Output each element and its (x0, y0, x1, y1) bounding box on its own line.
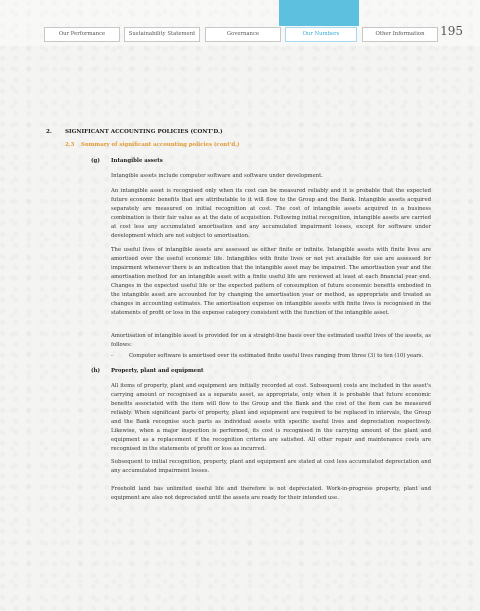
intangible-paragraph-2: An intangible asset is recognised only when its cost can be measured reliably and it is probable that the expected future economic benefits that are attributable to it will flow to the Group and the Bank. Intangible assets acquired separately are measured on initial recognition at cost. The cost of intangible assets acquired in a business combination is their fair value as at the date of acquisition. Following initial recognition, intangible assets are carried at cost less any accumulated amortisation and any accumulated impairment losses, except for software under development which are not subject to amortisation. (111, 188, 431, 239)
item-g-label: (g) (91, 158, 100, 164)
intangible-paragraph-4: Amortisation of intangible asset is provided for on a straight-line basis over the estimated useful lives of the assets, as follows: (111, 333, 431, 348)
item-h-title: Property, plant and equipment (111, 368, 204, 374)
item-g-title: Intangible assets (111, 158, 163, 164)
ppe-paragraph-3: Freehold land has unlimited useful life and therefore is not depreciated. Work-in-progress property, plant and equipment are also not depreciated until the assets are ready for their intended use. (111, 486, 431, 501)
ppe-paragraph-1: All items of property, plant and equipment are initially recorded at cost. Subsequent costs are included in the asset's carrying amount or recognised as a separate asset, as appropriate, only when it is probable that future economic benefits associated with the item will flow to the Group and the Bank and the cost of the item can be measured reliably. When significant parts of property, plant and equipment are required to be replaced in intervals, the Group and the Bank recognise such parts as individual assets with specific useful lives and depreciation respectively. Likewise, when a major inspection is performed, its cost is recognised in the carrying amount of the plant and equipment as a replacement if the recognition criteria are satisfied. All other repair and maintenance costs are recognised in the statements of profit or loss as incurred. (111, 383, 431, 452)
ppe-paragraph-2: Subsequent to initial recognition, property, plant and equipment are stated at cost less accumulated depreciation and any accumulated impairment losses. (111, 459, 431, 474)
bullet-dash: - (111, 353, 113, 359)
intangible-paragraph-1: Intangible assets include computer software and software under development. (111, 173, 323, 179)
tab-other-information[interactable]: Other Information (362, 27, 438, 42)
page-number: 195 (440, 24, 463, 38)
section-title: SIGNIFICANT ACCOUNTING POLICIES (CONT'D.) (65, 129, 223, 135)
subsection-title: Summary of significant accounting policies (cont'd.) (81, 142, 240, 148)
bullet-software-life: Computer software is amortised over its estimated finite useful lives ranging from three (3) to ten (10) years. (129, 353, 424, 359)
item-h-label: (h) (91, 368, 101, 374)
subsection-number: 2.3 (65, 142, 75, 148)
intangible-paragraph-3: The useful lives of intangible assets are assessed as either finite or infinite. Intangible assets with finite lives are amortised over the useful economic life. Intangibles with finite lives or not yet available for use are assessed for impairment whenever there is an indication that the intangible asset may be impaired. The amortisation year and the amortisation method for an intangible asset with a finite useful life are reviewed at least at each financial year end. Changes in the expected useful life or the expected pattern of consumption of future economic benefits embodied in the intangible asset are accounted for by changing the amortisation year or method, as appropriate and treated as changes in accounting estimates. The amortisation expense on intangible assets with finite lives is recognised in the statements of profit or loss in the expense category consistent with the function of the intangible asset. (111, 247, 431, 316)
section-number: 2. (46, 129, 52, 135)
tab-our-numbers[interactable]: Our Numbers (285, 27, 357, 42)
tab-governance[interactable]: Governance (205, 27, 281, 42)
tab-our-performance[interactable]: Our Performance (44, 27, 120, 42)
tab-sustainability-statement[interactable]: Sustainability Statement (124, 27, 200, 42)
